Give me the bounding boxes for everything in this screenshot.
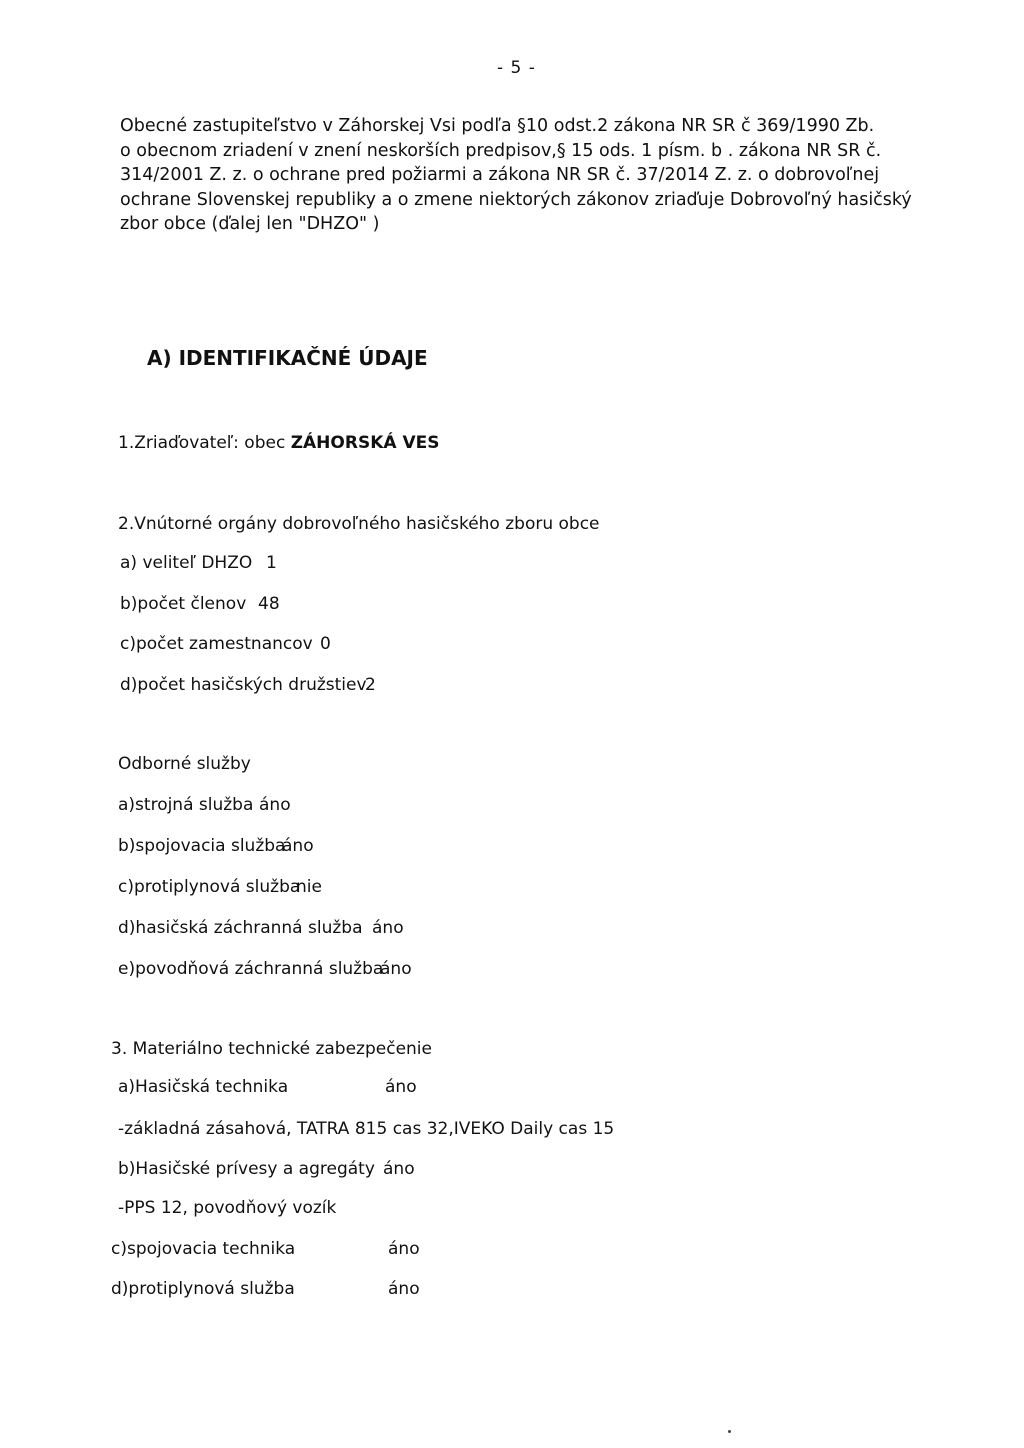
page-number: - 5 - xyxy=(497,58,536,78)
scan-speck xyxy=(728,1430,731,1433)
service-value: áno xyxy=(282,836,314,856)
organ-value: 48 xyxy=(258,594,280,614)
service-label: e)povodňová záchranná služba xyxy=(118,959,384,979)
material-value: áno xyxy=(383,1159,415,1179)
material-detail: -PPS 12, povodňový vozík xyxy=(118,1198,337,1218)
section-a-heading: A) IDENTIFIKAČNÉ ÚDAJE xyxy=(147,346,428,370)
intro-line: 314/2001 Z. z. o ochrane pred požiarmi a zákona NR SR č. 37/2014 Z. z. o dobrovoľnej xyxy=(120,165,880,185)
organ-label: a) veliteľ DHZO xyxy=(120,553,253,573)
founder-name: ZÁHORSKÁ VES xyxy=(290,433,440,453)
founder-label: 1.Zriaďovateľ: obec xyxy=(118,433,291,453)
intro-line: Obecné zastupiteľstvo v Záhorskej Vsi podľa §10 odst.2 zákona NR SR č 369/1990 Zb. xyxy=(120,116,875,136)
service-label: d)hasičská záchranná služba xyxy=(118,918,363,938)
organ-value: 1 xyxy=(266,553,277,573)
material-label: c)spojovacia technika xyxy=(111,1239,296,1259)
service-label: b)spojovacia služba xyxy=(118,836,286,856)
organ-label: d)počet hasičských družstiev xyxy=(120,675,367,695)
material-value: áno xyxy=(388,1239,420,1259)
founder-line xyxy=(118,433,439,453)
material-heading: 3. Materiálno technické zabezpečenie xyxy=(111,1039,432,1059)
organ-value: 2 xyxy=(365,675,376,695)
service-value: áno xyxy=(372,918,404,938)
organ-label: b)počet členov xyxy=(120,594,247,614)
material-detail: -základná zásahová, TATRA 815 cas 32,IVEKO Daily cas 15 xyxy=(118,1119,615,1139)
service-value: áno xyxy=(259,795,291,815)
internal-organs-heading: 2.Vnútorné orgány dobrovoľného hasičského zboru obce xyxy=(118,514,600,534)
service-value: nie xyxy=(296,877,322,897)
material-value: áno xyxy=(388,1279,420,1299)
organ-value: 0 xyxy=(320,634,331,654)
service-label: c)protiplynová služba xyxy=(118,877,301,897)
intro-line: o obecnom zriadení v znení neskorších predpisov,§ 15 ods. 1 písm. b . zákona NR SR č. xyxy=(120,140,882,161)
material-value: áno xyxy=(385,1077,417,1097)
intro-line: ochrane Slovenskej republiky a o zmene niektorých zákonov zriaďuje Dobrovoľný hasičský xyxy=(120,189,912,210)
services-heading: Odborné služby xyxy=(118,754,251,774)
service-value: áno xyxy=(380,959,412,979)
intro-line: zbor obce (ďalej len "DHZO" ) xyxy=(120,214,380,234)
organ-label: c)počet zamestnancov xyxy=(120,634,313,654)
material-label: b)Hasičské prívesy a agregáty xyxy=(118,1159,375,1179)
service-label: a)strojná služba xyxy=(118,795,254,815)
material-label: a)Hasičská technika xyxy=(118,1077,289,1097)
material-label: d)protiplynová služba xyxy=(111,1279,295,1299)
intro-paragraph xyxy=(120,114,912,237)
